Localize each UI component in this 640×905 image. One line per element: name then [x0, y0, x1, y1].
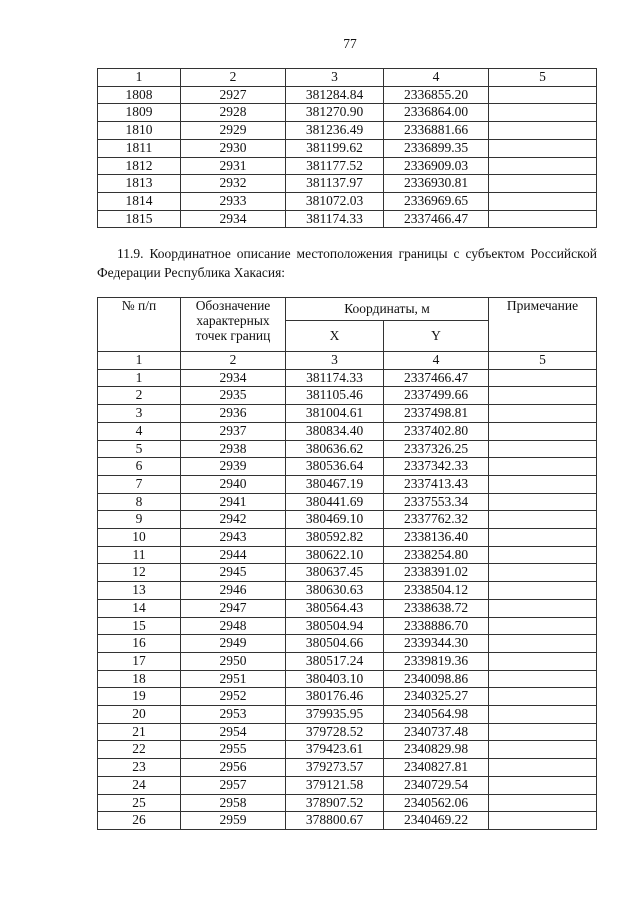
table-row: [98, 405, 597, 423]
cell-y: 2337413.43: [384, 475, 489, 493]
cell-point: 2952: [181, 688, 286, 706]
cell-x: 379121.58: [286, 776, 384, 794]
table-row: [98, 723, 597, 741]
column-number: 5: [489, 352, 597, 370]
table-row: [98, 422, 597, 440]
cell-note: [489, 369, 597, 387]
cell-x: 381284.84: [286, 86, 384, 104]
column-number: 2: [181, 69, 286, 87]
cell-point: 2937: [181, 422, 286, 440]
cell-x: 380536.64: [286, 458, 384, 476]
header-x: X: [286, 321, 384, 352]
cell-point: 2948: [181, 617, 286, 635]
cell-y: 2336930.81: [384, 175, 489, 193]
cell-point: 2949: [181, 635, 286, 653]
cell-x: 380834.40: [286, 422, 384, 440]
table-row: [98, 458, 597, 476]
cell-x: 381137.97: [286, 175, 384, 193]
cell-note: [489, 157, 597, 175]
cell-x: 380504.66: [286, 635, 384, 653]
table-row: [98, 387, 597, 405]
cell-num: 2: [98, 387, 181, 405]
cell-note: [489, 175, 597, 193]
cell-num: 13: [98, 582, 181, 600]
column-number-row: [98, 352, 597, 370]
khakassia-boundary-table: [97, 297, 597, 830]
cell-x: 380637.45: [286, 564, 384, 582]
cell-x: 378907.52: [286, 794, 384, 812]
cell-x: 379423.61: [286, 741, 384, 759]
table-row: [98, 529, 597, 547]
cell-x: 381072.03: [286, 192, 384, 210]
cell-x: 380636.62: [286, 440, 384, 458]
cell-x: 381174.33: [286, 369, 384, 387]
header-num: № п/п: [98, 298, 181, 352]
table-row: [98, 86, 597, 104]
cell-note: [489, 546, 597, 564]
cell-point: 2936: [181, 405, 286, 423]
cell-note: [489, 652, 597, 670]
cell-note: [489, 617, 597, 635]
cell-y: 2340737.48: [384, 723, 489, 741]
table-row: [98, 157, 597, 175]
cell-point: 2934: [181, 210, 286, 228]
table-row: [98, 776, 597, 794]
cell-num: 23: [98, 759, 181, 777]
cell-note: [489, 210, 597, 228]
cell-num: 14: [98, 599, 181, 617]
cell-x: 380403.10: [286, 670, 384, 688]
cell-point: 2946: [181, 582, 286, 600]
cell-y: 2338254.80: [384, 546, 489, 564]
table-row: [98, 688, 597, 706]
cell-num: 7: [98, 475, 181, 493]
cell-note: [489, 723, 597, 741]
table-row: [98, 192, 597, 210]
cell-note: [489, 86, 597, 104]
cell-note: [489, 759, 597, 777]
cell-x: 379273.57: [286, 759, 384, 777]
header-coords: Координаты, м: [286, 298, 489, 321]
cell-x: 381177.52: [286, 157, 384, 175]
cell-point: 2958: [181, 794, 286, 812]
cell-note: [489, 475, 597, 493]
cell-point: 2947: [181, 599, 286, 617]
cell-num: 1808: [98, 86, 181, 104]
column-number: 3: [286, 352, 384, 370]
cell-num: 8: [98, 493, 181, 511]
cell-x: 380467.19: [286, 475, 384, 493]
cell-num: 6: [98, 458, 181, 476]
cell-num: 12: [98, 564, 181, 582]
cell-note: [489, 387, 597, 405]
column-number: 5: [489, 69, 597, 87]
cell-x: 380176.46: [286, 688, 384, 706]
cell-point: 2940: [181, 475, 286, 493]
cell-point: 2934: [181, 369, 286, 387]
cell-y: 2336881.66: [384, 122, 489, 140]
cell-x: 380592.82: [286, 529, 384, 547]
cell-point: 2928: [181, 104, 286, 122]
cell-y: 2340829.98: [384, 741, 489, 759]
header-designation: Обозначение характерных точек границ: [181, 298, 286, 352]
table-row: [98, 104, 597, 122]
cell-x: 381270.90: [286, 104, 384, 122]
cell-point: 2931: [181, 157, 286, 175]
cell-num: 20: [98, 706, 181, 724]
column-number: 4: [384, 352, 489, 370]
cell-point: 2944: [181, 546, 286, 564]
cell-note: [489, 139, 597, 157]
cell-y: 2337342.33: [384, 458, 489, 476]
table-row: [98, 493, 597, 511]
cell-num: 26: [98, 812, 181, 830]
cell-note: [489, 794, 597, 812]
cell-point: 2957: [181, 776, 286, 794]
cell-x: 379935.95: [286, 706, 384, 724]
table-row: [98, 139, 597, 157]
cell-num: 1813: [98, 175, 181, 193]
table-row: [98, 652, 597, 670]
column-number: 2: [181, 352, 286, 370]
cell-point: 2954: [181, 723, 286, 741]
cell-y: 2340564.98: [384, 706, 489, 724]
cell-num: 5: [98, 440, 181, 458]
cell-x: 380622.10: [286, 546, 384, 564]
cell-point: 2930: [181, 139, 286, 157]
cell-y: 2336909.03: [384, 157, 489, 175]
cell-num: 11: [98, 546, 181, 564]
cell-point: 2933: [181, 192, 286, 210]
cell-point: 2941: [181, 493, 286, 511]
section-heading: 11.9. Координатное описание местоположения границы с субъектом Российской Федерации Республика Хакасия:: [97, 246, 597, 280]
cell-note: [489, 776, 597, 794]
cell-note: [489, 688, 597, 706]
cell-y: 2337498.81: [384, 405, 489, 423]
header-note: Примечание: [489, 298, 597, 352]
cell-note: [489, 706, 597, 724]
cell-note: [489, 812, 597, 830]
table-row: [98, 546, 597, 564]
cell-x: 379728.52: [286, 723, 384, 741]
cell-y: 2337553.34: [384, 493, 489, 511]
column-number-row: [98, 69, 597, 87]
cell-point: 2950: [181, 652, 286, 670]
cell-point: 2929: [181, 122, 286, 140]
cell-y: 2338391.02: [384, 564, 489, 582]
cell-x: 378800.67: [286, 812, 384, 830]
table-row: [98, 582, 597, 600]
cell-num: 17: [98, 652, 181, 670]
cell-note: [489, 122, 597, 140]
cell-y: 2337326.25: [384, 440, 489, 458]
cell-num: 1809: [98, 104, 181, 122]
cell-note: [489, 582, 597, 600]
cell-x: 380504.94: [286, 617, 384, 635]
cell-y: 2337402.80: [384, 422, 489, 440]
cell-point: 2953: [181, 706, 286, 724]
column-number: 1: [98, 69, 181, 87]
cell-point: 2939: [181, 458, 286, 476]
cell-y: 2339819.36: [384, 652, 489, 670]
table-row: [98, 564, 597, 582]
cell-note: [489, 635, 597, 653]
cell-point: 2951: [181, 670, 286, 688]
cell-note: [489, 192, 597, 210]
cell-point: 2943: [181, 529, 286, 547]
cell-x: 380517.24: [286, 652, 384, 670]
column-number: 1: [98, 352, 181, 370]
table-row: [98, 812, 597, 830]
cell-num: 1811: [98, 139, 181, 157]
cell-x: 380630.63: [286, 582, 384, 600]
cell-y: 2338886.70: [384, 617, 489, 635]
cell-num: 3: [98, 405, 181, 423]
table-row: [98, 759, 597, 777]
cell-note: [489, 405, 597, 423]
cell-y: 2337466.47: [384, 210, 489, 228]
table-row: [98, 511, 597, 529]
cell-num: 16: [98, 635, 181, 653]
table-row: [98, 475, 597, 493]
cell-y: 2336969.65: [384, 192, 489, 210]
cell-point: 2938: [181, 440, 286, 458]
cell-num: 25: [98, 794, 181, 812]
cell-note: [489, 741, 597, 759]
cell-x: 380469.10: [286, 511, 384, 529]
cell-point: 2932: [181, 175, 286, 193]
page-number: 77: [343, 36, 357, 51]
cell-num: 4: [98, 422, 181, 440]
cell-num: 1814: [98, 192, 181, 210]
cell-note: [489, 422, 597, 440]
cell-num: 10: [98, 529, 181, 547]
cell-num: 22: [98, 741, 181, 759]
cell-num: 18: [98, 670, 181, 688]
cell-x: 380564.43: [286, 599, 384, 617]
cell-x: 380441.69: [286, 493, 384, 511]
cell-num: 1812: [98, 157, 181, 175]
cell-point: 2945: [181, 564, 286, 582]
cell-y: 2339344.30: [384, 635, 489, 653]
cell-point: 2942: [181, 511, 286, 529]
cell-y: 2336855.20: [384, 86, 489, 104]
cell-y: 2337499.66: [384, 387, 489, 405]
column-number: 3: [286, 69, 384, 87]
cell-num: 19: [98, 688, 181, 706]
cell-note: [489, 670, 597, 688]
cell-y: 2340098.86: [384, 670, 489, 688]
cell-note: [489, 493, 597, 511]
cell-y: 2338504.12: [384, 582, 489, 600]
cell-note: [489, 104, 597, 122]
cell-num: 9: [98, 511, 181, 529]
cell-num: 1810: [98, 122, 181, 140]
table-row: [98, 741, 597, 759]
cell-y: 2337466.47: [384, 369, 489, 387]
cell-point: 2959: [181, 812, 286, 830]
table-row: [98, 175, 597, 193]
table-row: [98, 670, 597, 688]
coordinates-table-continued: [97, 68, 597, 228]
cell-y: 2336864.00: [384, 104, 489, 122]
cell-y: 2340562.06: [384, 794, 489, 812]
table-row: [98, 122, 597, 140]
cell-y: 2340729.54: [384, 776, 489, 794]
column-number: 4: [384, 69, 489, 87]
table-row: [98, 706, 597, 724]
cell-point: 2935: [181, 387, 286, 405]
cell-y: 2337762.32: [384, 511, 489, 529]
table-row: [98, 440, 597, 458]
cell-num: 21: [98, 723, 181, 741]
cell-point: 2955: [181, 741, 286, 759]
table-row: [98, 369, 597, 387]
table-row: [98, 635, 597, 653]
cell-y: 2338136.40: [384, 529, 489, 547]
cell-note: [489, 440, 597, 458]
cell-note: [489, 599, 597, 617]
table-row: [98, 617, 597, 635]
cell-point: 2956: [181, 759, 286, 777]
cell-x: 381004.61: [286, 405, 384, 423]
cell-x: 381174.33: [286, 210, 384, 228]
cell-num: 1: [98, 369, 181, 387]
cell-point: 2927: [181, 86, 286, 104]
cell-y: 2340469.22: [384, 812, 489, 830]
cell-y: 2340325.27: [384, 688, 489, 706]
cell-num: 24: [98, 776, 181, 794]
cell-x: 381105.46: [286, 387, 384, 405]
cell-note: [489, 564, 597, 582]
cell-x: 381199.62: [286, 139, 384, 157]
cell-num: 15: [98, 617, 181, 635]
header-y: Y: [384, 321, 489, 352]
table-row: [98, 794, 597, 812]
table-row: [98, 599, 597, 617]
cell-note: [489, 458, 597, 476]
cell-y: 2338638.72: [384, 599, 489, 617]
cell-y: 2336899.35: [384, 139, 489, 157]
cell-x: 381236.49: [286, 122, 384, 140]
cell-y: 2340827.81: [384, 759, 489, 777]
cell-num: 1815: [98, 210, 181, 228]
cell-note: [489, 529, 597, 547]
cell-note: [489, 511, 597, 529]
table-row: [98, 210, 597, 228]
